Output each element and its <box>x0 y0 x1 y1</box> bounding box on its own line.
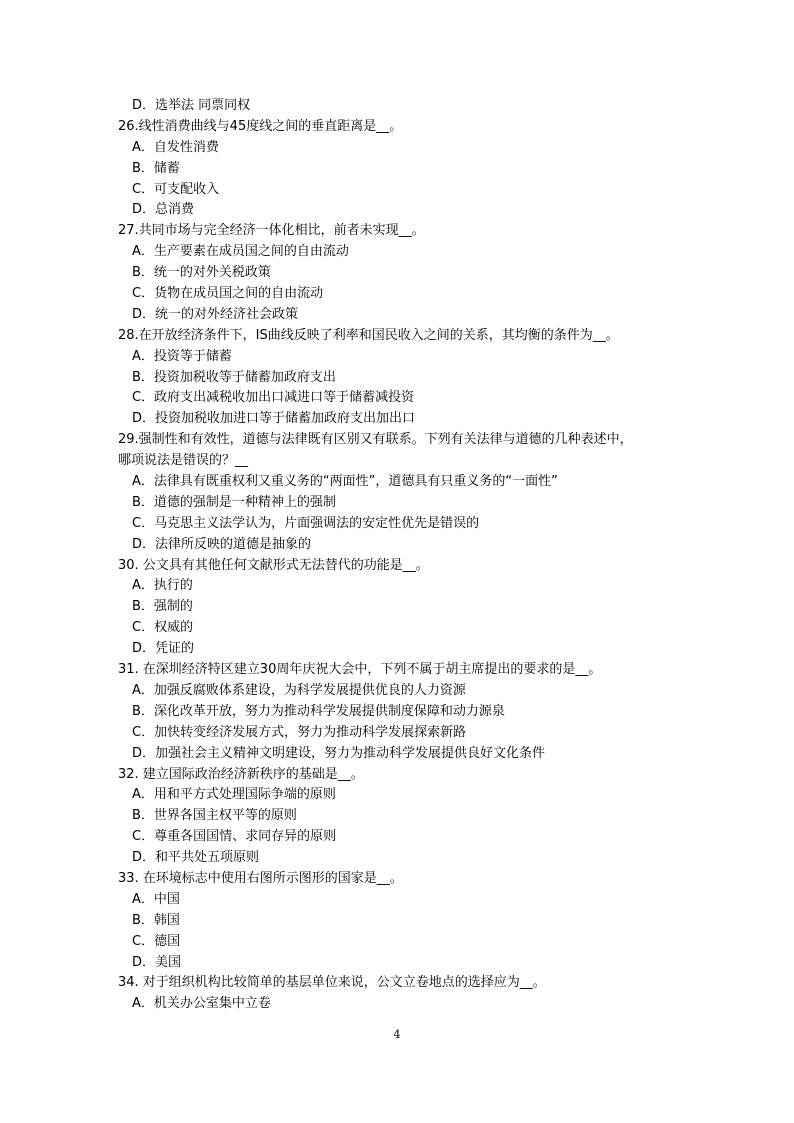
answer-option: A．执行的 <box>132 578 193 594</box>
question-text: 26.线性消费曲线与45度线之间的垂直距离是__。 <box>118 118 403 134</box>
answer-option: B．深化改革开放，努力为推动科学发展提供制度保障和动力源泉 <box>132 703 505 719</box>
answer-option: B．统一的对外关税政策 <box>132 265 271 281</box>
answer-option: B．储蓄 <box>132 160 180 176</box>
answer-option: C．货物在成员国之间的自由流动 <box>132 286 324 302</box>
question-text: 31. 在深圳经济特区建立30周年庆祝大会中，下列不属于胡主席提出的要求的是__。 <box>118 662 602 678</box>
answer-option: B．道德的强制是一种精神上的强制 <box>132 494 336 510</box>
answer-option: A．法律具有既重权利又重义务的“两面性”，道德具有只重义务的“一面性” <box>132 474 558 490</box>
answer-option: B．强制的 <box>132 599 193 615</box>
answer-option: C．可支配收入 <box>132 181 220 197</box>
answer-option: D．加强社会主义精神文明建设，努力为推动科学发展提供良好文化条件 <box>132 745 546 761</box>
answer-option: D．选举法 同票同权 <box>132 98 251 113</box>
answer-option: D．美国 <box>132 954 182 970</box>
answer-option: C．加快转变经济发展方式，努力为推动科学发展探索新路 <box>132 724 467 740</box>
answer-option: B．世界各国主权平等的原则 <box>132 808 297 824</box>
answer-option: D．统一的对外经济社会政策 <box>132 306 299 322</box>
answer-option: A．机关办公室集中立卷 <box>132 996 271 1012</box>
answer-option: C．马克思主义法学认为，片面强调法的安定性优先是错误的 <box>132 515 480 531</box>
question-text: 29.强制性和有效性，道德与法律既有区别又有联系。下列有关法律与道德的几种表述中， <box>118 432 633 448</box>
answer-option: C．政府支出减税收加出口减进口等于储蓄减投资 <box>132 390 415 406</box>
question-text: 27.共同市场与完全经济一体化相比，前者未实现__。 <box>118 223 425 239</box>
question-text: 28.在开放经济条件下，IS曲线反映了利率和国民收入之间的关系，其均衡的条件为__。 <box>118 327 619 343</box>
question-text: 33. 在环境标志中使用右图所示图形的国家是__。 <box>118 870 403 886</box>
answer-option: D．凭证的 <box>132 641 195 657</box>
answer-option: A．加强反腐败体系建设，为科学发展提供优良的人力资源 <box>132 682 466 698</box>
answer-option: D．和平共处五项原则 <box>132 850 260 866</box>
answer-option: A．投资等于储蓄 <box>132 348 232 364</box>
question-text: 哪项说法是错误的？__ <box>118 453 249 469</box>
answer-option: C．德国 <box>132 933 181 949</box>
answer-option: C．尊重各国国情、求同存异的原则 <box>132 829 337 845</box>
question-text: 32. 建立国际政治经济新秩序的基础是__。 <box>118 766 364 782</box>
answer-option: B．投资加税收等于储蓄加政府支出 <box>132 369 336 385</box>
answer-option: A．用和平方式处理国际争端的原则 <box>132 787 336 803</box>
question-text: 30. 公文具有其他任何文献形式无法替代的功能是__。 <box>118 557 429 573</box>
answer-option: C．权威的 <box>132 620 194 636</box>
question-text: 34. 对于组织机构比较简单的基层单位来说，公文立卷地点的选择应为__。 <box>118 975 546 991</box>
answer-option: A．中国 <box>132 891 180 907</box>
answer-option: A．自发性消费 <box>132 139 219 155</box>
answer-option: D．法律所反映的道德是抽象的 <box>132 536 312 552</box>
answer-option: D．总消费 <box>132 202 195 218</box>
document-body <box>118 96 678 1015</box>
answer-option: D．投资加税收加进口等于储蓄加政府支出加出口 <box>132 411 416 427</box>
answer-option: B．韩国 <box>132 912 180 928</box>
page-number: 4 <box>393 1028 401 1041</box>
answer-option: A．生产要素在成员国之间的自由流动 <box>132 244 349 260</box>
